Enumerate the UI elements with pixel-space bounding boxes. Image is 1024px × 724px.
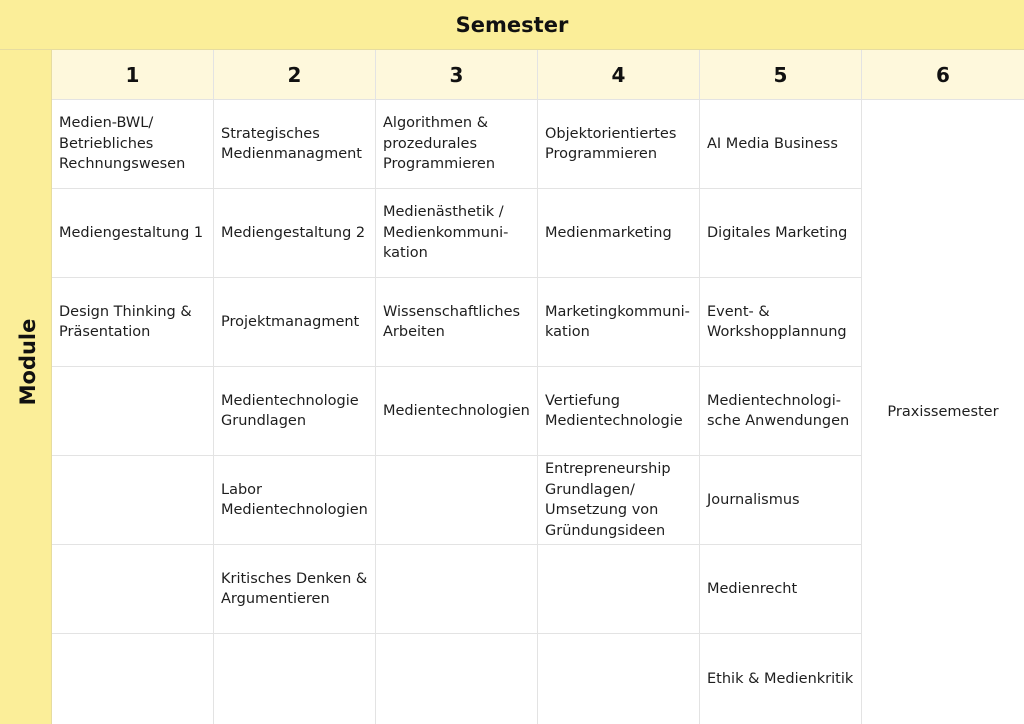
module-cell: Projektmanagment (214, 278, 376, 367)
module-cell: Medientechnologi- sche Anwendungen (700, 367, 862, 456)
module-cell: Medientechnologien (376, 367, 538, 456)
module-cell (376, 456, 538, 545)
praxissemester-cell: Praxissemester (862, 100, 1024, 724)
module-cell: Medien-BWL/ Betriebliches Rechnungswesen (52, 100, 214, 189)
semester-6-header: 6 (862, 50, 1024, 100)
module-cell (538, 634, 700, 724)
module-cell: Journalismus (700, 456, 862, 545)
semester-1-header: 1 (52, 50, 214, 100)
semester-5-header: 5 (700, 50, 862, 100)
module-cell (376, 634, 538, 724)
module-cell: Wissenschaftliches Arbeiten (376, 278, 538, 367)
semester-4-header: 4 (538, 50, 700, 100)
module-cell: Mediengestaltung 2 (214, 189, 376, 278)
module-cell: Entrepreneurship Grundlagen/ Umsetzung von Gründungsideen (538, 456, 700, 545)
module-cell: Algorithmen & prozedurales Programmieren (376, 100, 538, 189)
module-cell: Mediengestaltung 1 (52, 189, 214, 278)
module-cell: Medienästhetik / Medienkommuni- kation (376, 189, 538, 278)
module-cell (376, 545, 538, 634)
semester-3-header: 3 (376, 50, 538, 100)
module-cell (52, 367, 214, 456)
module-cell: Kritisches Denken & Argumentieren (214, 545, 376, 634)
semester-2-header: 2 (214, 50, 376, 100)
module-cell (538, 545, 700, 634)
module-cell: Event- & Workshopplannung (700, 278, 862, 367)
module-side-label: Module (16, 318, 40, 406)
module-cell: Labor Medientechnologien (214, 456, 376, 545)
module-cell: Marketingkommuni- kation (538, 278, 700, 367)
module-cell: Vertiefung Medientechnologie (538, 367, 700, 456)
module-cell: Digitales Marketing (700, 189, 862, 278)
module-cell: Medienrecht (700, 545, 862, 634)
module-cell (52, 545, 214, 634)
module-cell: Medienmarketing (538, 189, 700, 278)
module-cell: Objektorientiertes Programmieren (538, 100, 700, 189)
module-cell: Design Thinking & Präsentation (52, 278, 214, 367)
module-cell (214, 634, 376, 724)
module-cell: Ethik & Medienkritik (700, 634, 862, 724)
semester-header-label: Semester (455, 12, 569, 37)
module-cell (52, 456, 214, 545)
module-cell: Strategisches Medienmanagment (214, 100, 376, 189)
module-cell (52, 634, 214, 724)
module-table (52, 50, 1024, 724)
module-cell: AI Media Business (700, 100, 862, 189)
semester-header (0, 0, 1024, 50)
module-cell: Medientechnologie Grundlagen (214, 367, 376, 456)
